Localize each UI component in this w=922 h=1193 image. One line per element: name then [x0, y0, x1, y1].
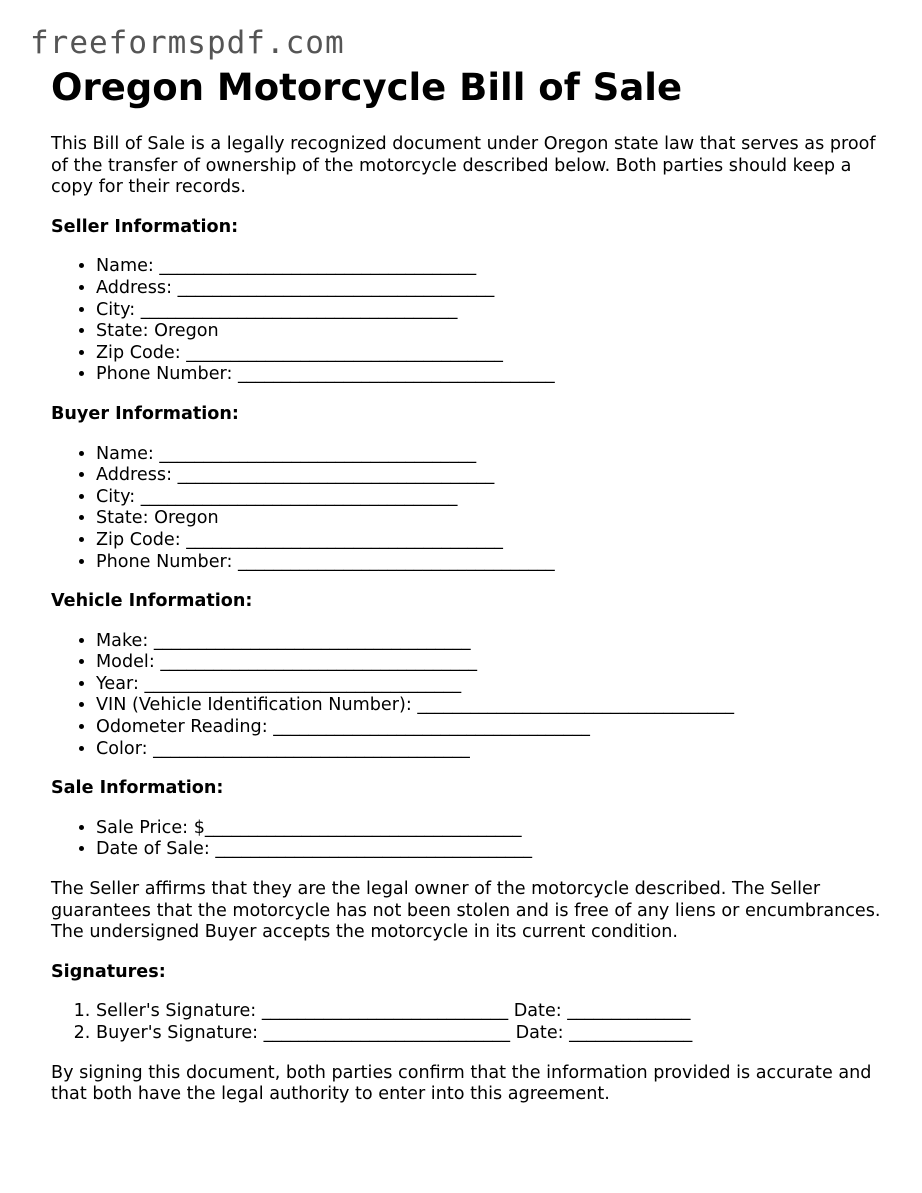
buyer-state-field: • State: Oregon	[96, 508, 881, 530]
vehicle-vin-field: • VIN (Vehicle Identification Number): ____________________________________	[96, 695, 881, 717]
closing-paragraph: By signing this document, both parties confirm that the information provided is accurate and that both have the legal authority to enter into this agreement.	[51, 1062, 872, 1105]
document-body	[51, 66, 881, 1106]
vehicle-year-field: • Year: ____________________________________	[96, 674, 881, 696]
vehicle-color-field: • Color: ____________________________________	[96, 739, 881, 761]
intro-paragraph: This Bill of Sale is a legally recognized document under Oregon state law that serves as proof of the transfer of ownership of the motorcycle described below. Both parties should keep a copy for their records.	[51, 134, 876, 198]
affirmation-paragraph: The Seller affirms that they are the legal owner of the motorcycle described. The Seller guarantees that the motorcycle has not been stolen and is free of any liens or encumbrances. The undersigned Buyer accepts the motorcycle in its current condition.	[51, 879, 881, 943]
buyer-phone-field: • Phone Number: ____________________________________	[96, 552, 881, 574]
buyer-city-field: • City: ____________________________________	[96, 487, 881, 509]
vehicle-info-list	[51, 631, 881, 761]
signatures-list	[51, 1001, 881, 1044]
document-title: Oregon Motorcycle Bill of Sale	[51, 66, 683, 109]
seller-name-field: • Name: ____________________________________	[96, 256, 881, 278]
buyer-name-field: • Name: ____________________________________	[96, 444, 881, 466]
signatures-section-heading: Signatures:	[51, 961, 166, 982]
sale-price-field: • Sale Price: $____________________________________	[96, 818, 881, 840]
vehicle-model-field: • Model: ____________________________________	[96, 652, 881, 674]
seller-state-field: • State: Oregon	[96, 321, 881, 343]
seller-phone-field: • Phone Number: ____________________________________	[96, 364, 881, 386]
vehicle-section-heading: Vehicle Information:	[51, 591, 253, 612]
sale-date-field: • Date of Sale: ____________________________________	[96, 839, 881, 861]
buyer-zip-field: • Zip Code: ____________________________________	[96, 530, 881, 552]
seller-address-field: • Address: ____________________________________	[96, 278, 881, 300]
seller-section-heading: Seller Information:	[51, 216, 239, 237]
seller-signature-line: 1. Seller's Signature: ____________________________ Date: ______________	[96, 1001, 881, 1023]
vehicle-make-field: • Make: ____________________________________	[96, 631, 881, 653]
vehicle-odometer-field: • Odometer Reading: ____________________________________	[96, 717, 881, 739]
watermark-logo: freeformspdf.com	[30, 25, 345, 61]
buyer-address-field: • Address: ____________________________________	[96, 465, 881, 487]
buyer-signature-line: 2. Buyer's Signature: ____________________________ Date: ______________	[96, 1023, 881, 1045]
seller-info-list	[51, 256, 881, 386]
sale-info-list	[51, 818, 881, 861]
seller-zip-field: • Zip Code: ____________________________________	[96, 343, 881, 365]
seller-city-field: • City: ____________________________________	[96, 300, 881, 322]
buyer-section-heading: Buyer Information:	[51, 403, 239, 424]
buyer-info-list	[51, 444, 881, 574]
sale-section-heading: Sale Information:	[51, 778, 224, 799]
